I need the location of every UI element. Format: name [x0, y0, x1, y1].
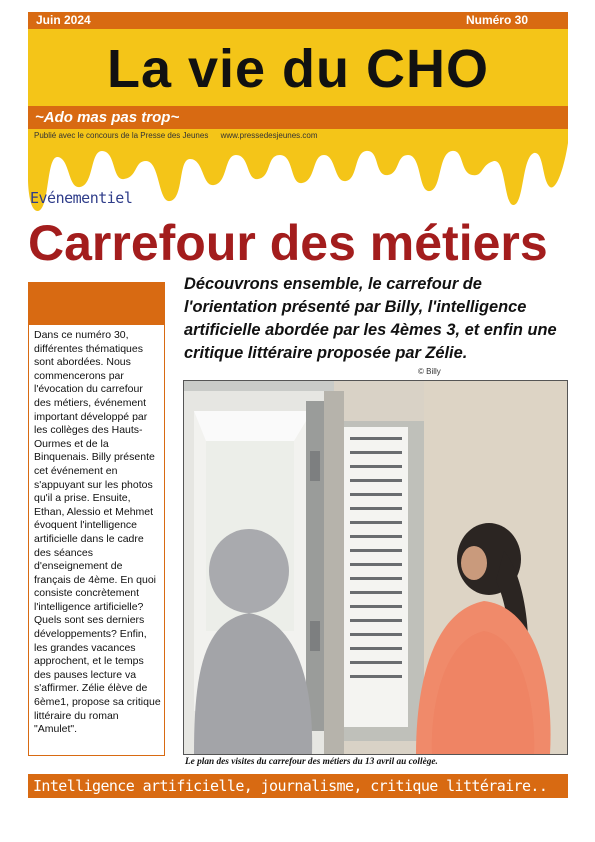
topics-footer-bar	[28, 774, 568, 798]
issue-number: Numéro 30	[465, 13, 528, 27]
photo-students-reading-plan	[184, 381, 567, 754]
publisher-line	[34, 131, 318, 140]
newspaper-title: La vie du CHO	[106, 39, 490, 99]
lead-paragraph: Découvrons ensemble, le carrefour de l'orientation présenté par Billy, l'intelligence artificielle abordée par les 4èmes 3, et enfin une critique littéraire proposée par Zélie.	[184, 275, 557, 362]
masthead-top-bar	[28, 12, 568, 29]
tagline-bar	[28, 106, 568, 129]
section-label: Evénementiel	[30, 189, 133, 207]
publisher-note: Publié avec le concours de la Presse des Jeunes	[34, 131, 209, 140]
photo-caption: Le plan des visites du carrefour des métiers du 13 avril au collège.	[185, 757, 438, 767]
tagline: ~Ado mas pas trop~	[35, 109, 180, 126]
headline: Carrefour des métiers	[28, 215, 548, 271]
issue-date: Juin 2024	[36, 13, 91, 27]
sidebar-header-block	[28, 282, 165, 325]
topics-text: Intelligence artificielle, journalisme, critique littéraire..	[33, 777, 548, 795]
sidebar-intro-text: Dans ce numéro 30, différentes thématiques sont abordées. Nous commencerons par l'évocation du carrefour des métiers, événement important développé par les collèges des Hauts-Ourmes et de la Binquenais. Billy présente cet événement en s'appuyant sur les photos qu'il a prise. Ensuite, Ethan, Alessio et Mehmet évoquent l'intelligence artificielle dans le cadre des séances d'enseignement de français de 4ème. En quoi consiste concrètement l'intelligence artificielle? Quels sont ses derniers développements? Enfin, les grandes vacances approchent, et le temps des pauses lecture va s'affirmer. Zélie élève de 6ème1, propose sa critique littéraire du roman "Amulet".	[34, 329, 161, 736]
article-photo	[183, 380, 568, 755]
photo-credit: © Billy	[418, 367, 441, 376]
publisher-website[interactable]: www.pressedesjeunes.com	[220, 131, 318, 140]
